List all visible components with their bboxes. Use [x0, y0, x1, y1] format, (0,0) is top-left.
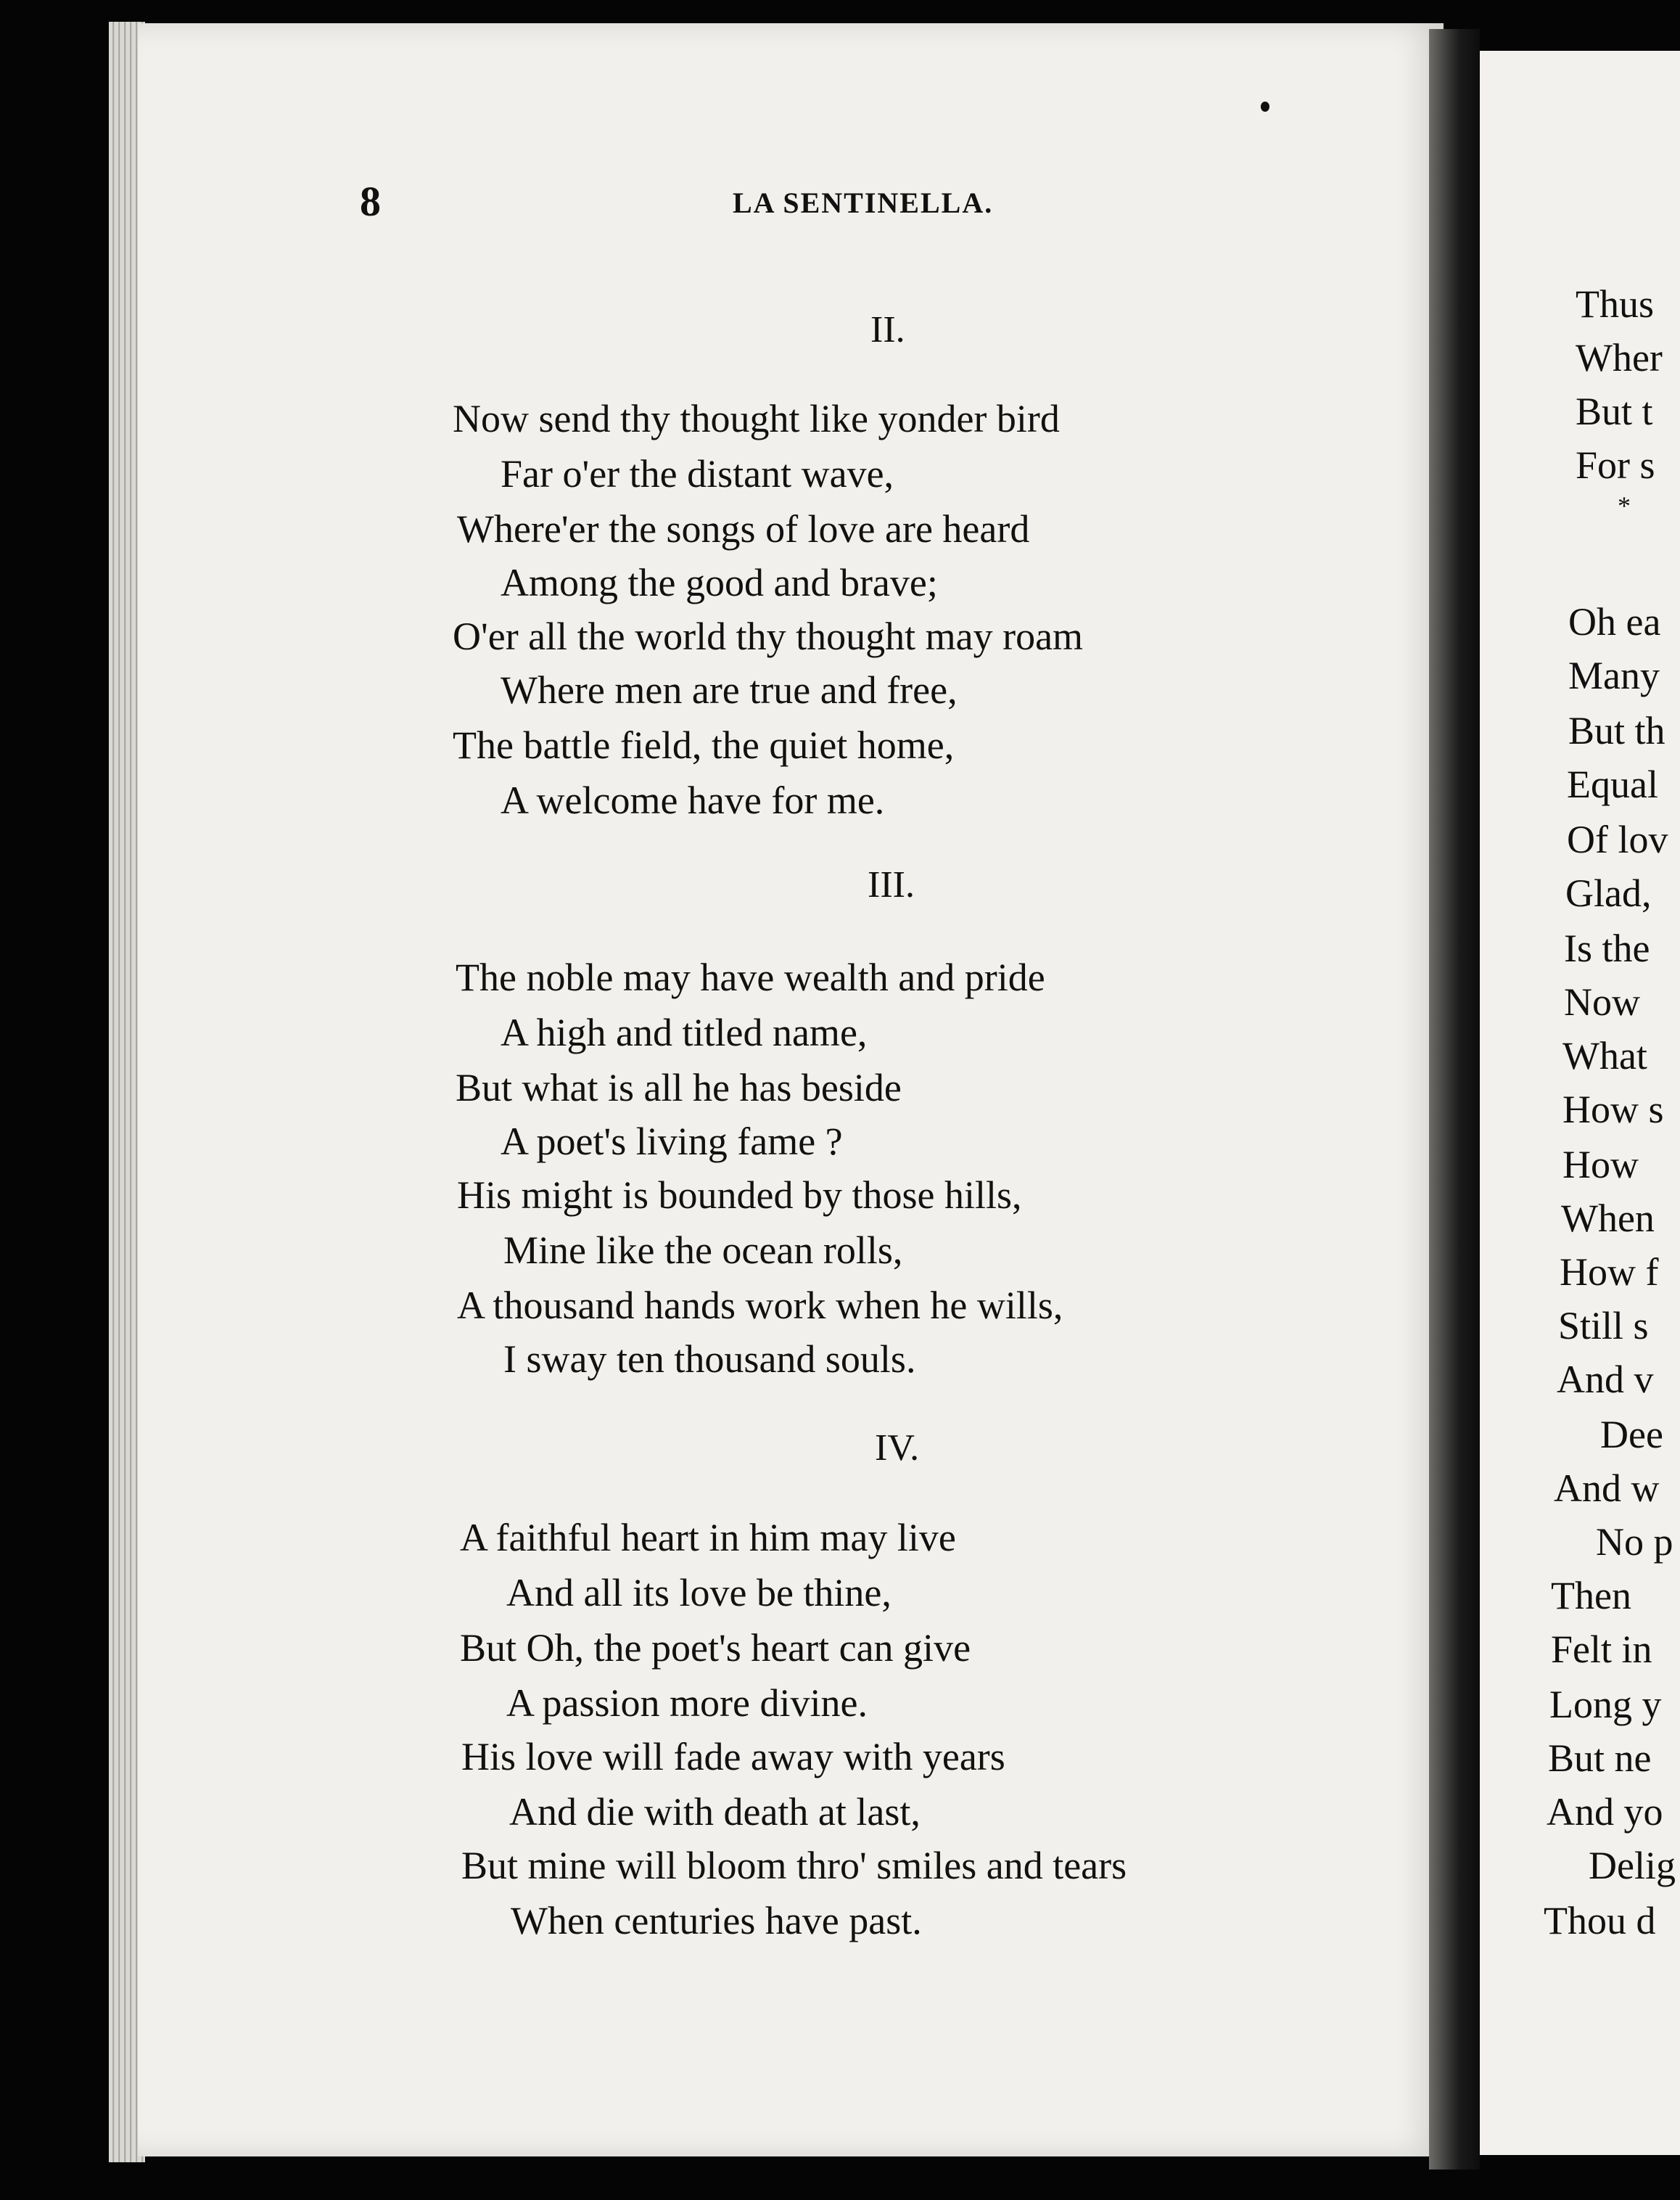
verse-line: The noble may have wealth and pride [456, 956, 1045, 999]
right-page-line: How s [1562, 1088, 1664, 1131]
right-page-line: Then [1551, 1574, 1631, 1617]
right-page-line: And v [1557, 1358, 1654, 1401]
stanza-number: III. [868, 864, 915, 906]
right-page-line: Is the [1564, 927, 1650, 970]
verse-line: Among the good and brave; [501, 561, 938, 604]
verse-line: A high and titled name, [501, 1011, 868, 1054]
running-head: LA SENTINELLA. [733, 186, 994, 219]
verse-line: And die with death at last, [509, 1790, 921, 1834]
verse-line: O'er all the world thy thought may roam [453, 615, 1084, 658]
verse-line: A thousand hands work when he wills, [457, 1284, 1063, 1327]
verse-line: His love will fade away with years [461, 1735, 1005, 1778]
book-gutter [1429, 29, 1480, 2170]
verse-line: Mine like the ocean rolls, [503, 1228, 903, 1272]
ink-speck [1261, 102, 1269, 112]
verse-line: Far o'er the distant wave, [501, 452, 894, 496]
verse-line: A faithful heart in him may live [460, 1516, 956, 1559]
right-page-star: * [1618, 491, 1631, 520]
verse-line: A welcome have for me. [501, 779, 885, 822]
verse-line: I sway ten thousand souls. [503, 1337, 916, 1381]
right-page-line: Long y [1549, 1683, 1662, 1726]
verse-line: A poet's living fame ? [501, 1120, 843, 1163]
stanza-number: II. [870, 309, 905, 350]
verse-line: When centuries have past. [511, 1899, 922, 1942]
right-page-line: How f [1560, 1250, 1659, 1294]
right-page-line: Many [1568, 654, 1660, 697]
right-page-line: Glad, [1565, 871, 1652, 915]
verse-line: His might is bounded by those hills, [457, 1173, 1022, 1217]
right-page-line: How [1562, 1143, 1639, 1186]
verse-line: And all its love be thine, [506, 1571, 892, 1614]
right-page-line: Felt in [1551, 1628, 1652, 1671]
verse-line: The battle field, the quiet home, [453, 723, 955, 767]
verse-line: A passion more divine. [506, 1681, 868, 1725]
right-page-line: Thus [1576, 282, 1654, 326]
right-page-line: Now [1564, 980, 1640, 1024]
right-page-line: But t [1576, 390, 1653, 433]
right-page-line: But th [1568, 709, 1665, 752]
right-page-line: Thou d [1544, 1899, 1656, 1942]
right-page-line: Dee [1600, 1413, 1663, 1456]
right-page-line: No p [1596, 1520, 1673, 1564]
right-page-line: For s [1576, 443, 1655, 487]
verse-line: Where men are true and free, [501, 668, 958, 712]
right-page-line: Of lov [1567, 818, 1668, 861]
right-page-line: Oh ea [1568, 600, 1661, 644]
right-page-line: When [1561, 1197, 1655, 1240]
page-number: 8 [360, 178, 381, 225]
right-page-line: And yo [1547, 1790, 1663, 1834]
right-page-line: Wher [1576, 336, 1663, 379]
right-page-line: But ne [1548, 1736, 1652, 1780]
verse-line: Where'er the songs of love are heard [457, 507, 1030, 551]
verse-line: But what is all he has beside [456, 1066, 902, 1109]
verse-line: But Oh, the poet's heart can give [460, 1626, 971, 1670]
right-page-line: Still s [1558, 1304, 1649, 1347]
right-page-line: And w [1554, 1466, 1660, 1510]
stanza-number: IV. [875, 1427, 920, 1469]
right-page-line: Equal [1567, 763, 1658, 806]
verse-line: But mine will bloom thro' smiles and tears [461, 1844, 1127, 1887]
verse-line: Now send thy thought like yonder bird [453, 397, 1060, 440]
right-page-line: What [1562, 1034, 1647, 1078]
right-page-line: Delig [1589, 1844, 1676, 1887]
